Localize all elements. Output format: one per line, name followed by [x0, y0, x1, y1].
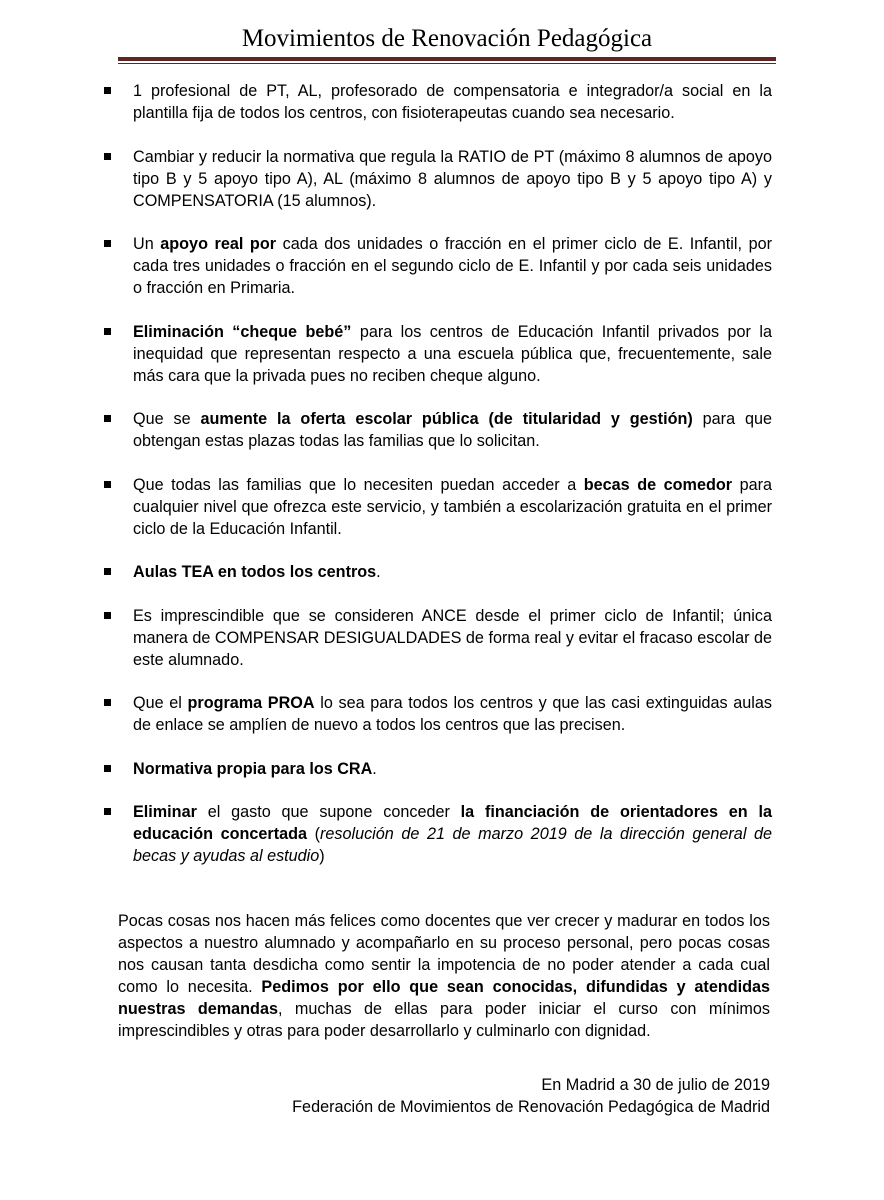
- bullet-item: [104, 80, 772, 124]
- bullet-item: [104, 408, 772, 452]
- bold-text: programa PROA: [187, 694, 315, 712]
- text-span: Un: [133, 235, 161, 253]
- bullet-item: [104, 692, 772, 736]
- text-span: Es imprescindible que se consideren ANCE desde el primer ciclo de Infantil; única manera de COMPENSAR DESIGUALDADES de forma real y evitar el fracaso escolar de este alumnado.: [133, 606, 772, 669]
- bold-text: la financiación de orientadores en la educación concertada: [133, 803, 773, 843]
- text-span: para que obtengan estas plazas todas las familias que lo solicitan.: [133, 410, 772, 450]
- text-span: (: [307, 825, 320, 843]
- bold-text: Eliminación “cheque bebé”: [133, 322, 352, 341]
- square-bullet-icon: [104, 481, 111, 488]
- text-span: ): [319, 847, 325, 865]
- bullet-item: [104, 474, 772, 540]
- italic-text: resolución de 21 de marzo 2019 de la dirección general de becas y ayudas al estudio: [133, 825, 772, 865]
- square-bullet-icon: [104, 328, 111, 335]
- header-rule-thin: [118, 63, 776, 64]
- signature-organization: Federación de Movimientos de Renovación Pedagógica de Madrid: [292, 1098, 770, 1116]
- text-span: Pocas cosas nos hacen más felices como docentes que ver crecer y madurar en todos los aspectos a nuestro alumnado y acompañarlo en su proceso personal, pero pocas cosas nos causan tanta desdicha como sentir la impotencia de no poder atender a cada cual como lo necesita.: [118, 912, 770, 996]
- bold-text: becas de comedor: [583, 475, 733, 494]
- bullet-item: [104, 146, 772, 212]
- bullet-item: [104, 561, 772, 583]
- square-bullet-icon: [104, 240, 111, 247]
- bold-text: aumente la oferta escolar pública (de titularidad y gestión): [200, 410, 693, 428]
- bullet-item: [104, 233, 772, 299]
- square-bullet-icon: [104, 699, 111, 706]
- square-bullet-icon: [104, 765, 111, 772]
- text-span: Que todas las familias que lo necesiten puedan acceder a: [133, 475, 584, 494]
- text-span: Cambiar y reducir la normativa que regula la RATIO de PT (máximo 8 alumnos de apoyo tipo B y 5 apoyo tipo A), AL (máximo 8 alumnos de apoyo tipo B y 5 apoyo tipo A) y COMPENSATORIA (15 alumnos).: [133, 147, 772, 210]
- bold-text: apoyo real por: [160, 235, 277, 253]
- bold-text: Normativa propia para los CRA: [133, 759, 373, 778]
- square-bullet-icon: [104, 153, 111, 160]
- square-bullet-icon: [104, 612, 111, 619]
- square-bullet-icon: [104, 808, 111, 815]
- square-bullet-icon: [104, 568, 111, 575]
- bullet-item: [104, 321, 772, 387]
- text-span: Que el: [133, 694, 188, 712]
- square-bullet-icon: [104, 87, 111, 94]
- text-span: .: [372, 759, 377, 778]
- bullet-item: [104, 605, 772, 671]
- text-span: para cualquier nivel que ofrezca este servicio, y también a escolarización gratuita en el primer ciclo de la Educación Infantil.: [133, 475, 772, 538]
- header-rule-thick: [118, 57, 776, 61]
- text-span: Que se: [133, 410, 201, 428]
- bold-text: Aulas TEA en todos los centros: [133, 563, 377, 581]
- text-span: .: [376, 563, 381, 581]
- closing-paragraph: [118, 910, 770, 1042]
- bullet-item: [104, 801, 772, 867]
- text-span: , muchas de ellas para poder iniciar el curso con mínimos imprescindibles y otras para poder desarrollarlo y culminarlo con dignidad.: [118, 1000, 770, 1040]
- bullet-item: [104, 758, 772, 780]
- text-span: cada dos unidades o fracción en el primer ciclo de E. Infantil, por cada tres unidades o fracción en el segundo ciclo de E. Infantil y por cada seis unidades o fracción en Primaria.: [133, 235, 772, 297]
- text-span: el gasto que supone conceder: [196, 803, 461, 821]
- square-bullet-icon: [104, 415, 111, 422]
- bold-text: Pedimos por ello que sean conocidas, difundidas y atendidas nuestras demandas: [118, 978, 770, 1018]
- page-header-title: Movimientos de Renovación Pedagógica: [241, 25, 653, 52]
- text-span: 1 profesional de PT, AL, profesorado de compensatoria e integrador/a social en la plantilla fija de todos los centros, con fisioterapeutas cuando sea necesario.: [133, 82, 772, 122]
- signature-place-date: En Madrid a 30 de julio de 2019: [541, 1076, 770, 1094]
- demands-list: [104, 80, 772, 889]
- signature-block: [292, 1074, 770, 1118]
- text-span: lo sea para todos los centros y que las casi extinguidas aulas de enlace se amplíen de nuevo a todos los centros que las precisen.: [133, 694, 772, 734]
- bold-text: Eliminar: [133, 803, 197, 821]
- text-span: para los centros de Educación Infantil privados por la inequidad que representan respecto a una escuela pública que, frecuentemente, sale más cara que la privada pues no reciben cheque alguno.: [133, 322, 772, 385]
